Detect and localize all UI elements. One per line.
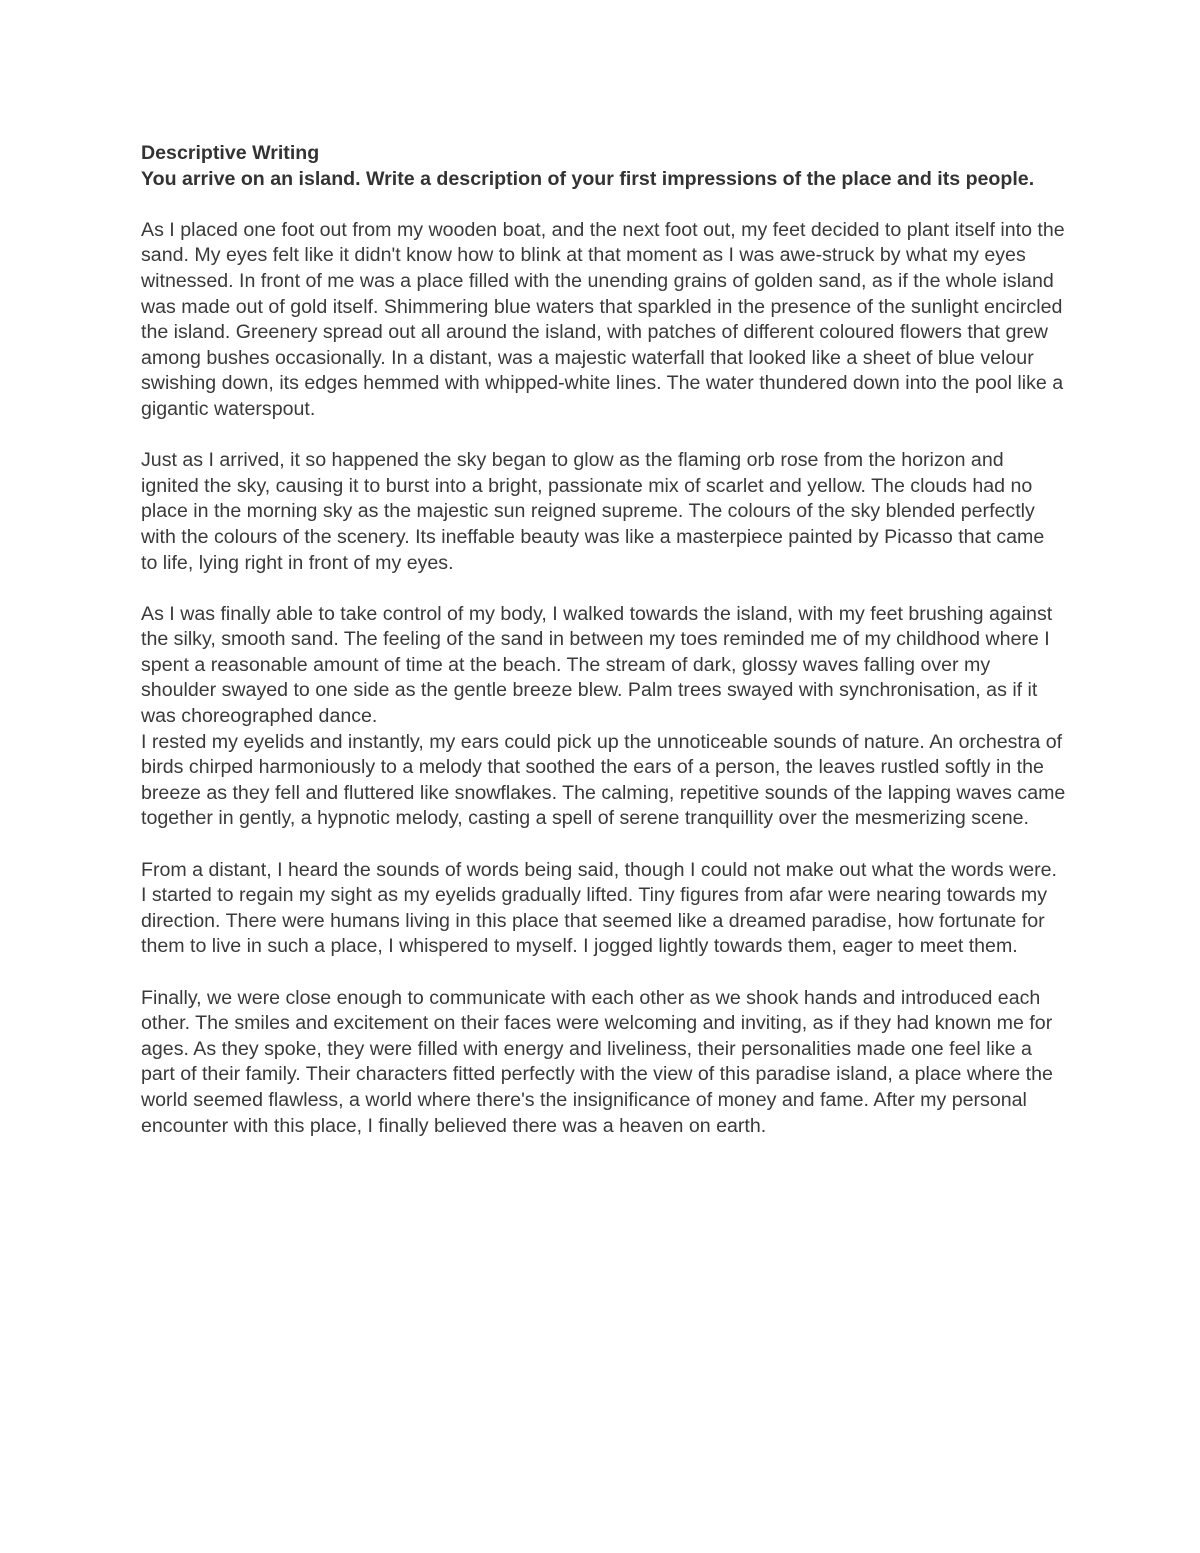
spacer [141,832,1066,858]
paragraph: As I placed one foot out from my wooden boat, and the next foot out, my feet decided to plant itself into the sand. My eyes felt like it didn't know how to blink at that moment as I was awe-struck by what my eyes witnessed. In front of me was a place filled with the unending grains of golden sand, as if the whole island was made out of gold itself. Shimmering blue waters that sparkled in the presence of the sunlight encircled the island. Greenery spread out all around the island, with patches of different coloured flowers that grew among bushes occasionally. In a distant, was a majestic waterfall that looked like a sheet of blue velour swishing down, its edges hemmed with whipped-white lines. The water thundered down into the pool like a gigantic waterspout. [141,218,1065,420]
spacer [141,423,1066,449]
paragraph: I rested my eyelids and instantly, my ears could pick up the unnoticeable sounds of nature. An orchestra of birds chirped harmoniously to a melody that soothed the ears of a person, the leaves rustled softly in the breeze as they fell and fluttered like snowflakes. The calming, repetitive sounds of the lapping waves came together in gently, a hypnotic melody, casting a spell of serene tranquillity over the mesmerizing scene. [141,730,1066,830]
essay-body [141,218,1066,1139]
document-title: Descriptive Writing [141,142,320,164]
paragraph: As I was finally able to take control of my body, I walked towards the island, with my feet brushing against the silky, smooth sand. The feeling of the sand in between my toes reminded me of my childhood where I spent a reasonable amount of time at the beach. The stream of dark, glossy waves falling over my shoulder swayed to one side as the gentle breeze blew. Palm trees swayed with synchronisation, as if it was choreographed dance. [141,602,1053,728]
paragraph: Just as I arrived, it so happened the sky began to glow as the flaming orb rose from the horizon and ignited the sky, causing it to burst into a bright, passionate mix of scarlet and yellow. The clouds had no place in the morning sky as the majestic sun reigned supreme. The colours of the sky blended perfectly with the colours of the scenery. Its ineffable beauty was like a masterpiece painted by Picasso that came to life, lying right in front of my eyes. [141,449,1045,574]
paragraph: From a distant, I heard the sounds of words being said, though I could not make out what the words were. I started to regain my sight as my eyelids gradually lifted. Tiny figures from afar were nearing towards my direction. There were humans living in this place that seemed like a dreamed paradise, how fortunate for them to live in such a place, I whispered to myself. I jogged lightly towards them, eager to meet them. [141,858,1057,958]
document-content [141,141,1066,1139]
spacer [141,192,1066,218]
writing-prompt: You arrive on an island. Write a description of your first impressions of the place and its people. [141,167,1035,190]
spacer [141,960,1066,986]
spacer [141,576,1066,602]
paragraph: Finally, we were close enough to communicate with each other as we shook hands and introduced each other. The smiles and excitement on their faces were welcoming and inviting, as if they had known me for ages. As they spoke, they were filled with energy and liveliness, their personalities made one feel like a part of their family. Their characters fitted perfectly with the view of this paradise island, a place where the world seemed flawless, a world where there's the insignificance of money and fame. After my personal encounter with this place, I finally believed there was a heaven on earth. [141,986,1053,1137]
